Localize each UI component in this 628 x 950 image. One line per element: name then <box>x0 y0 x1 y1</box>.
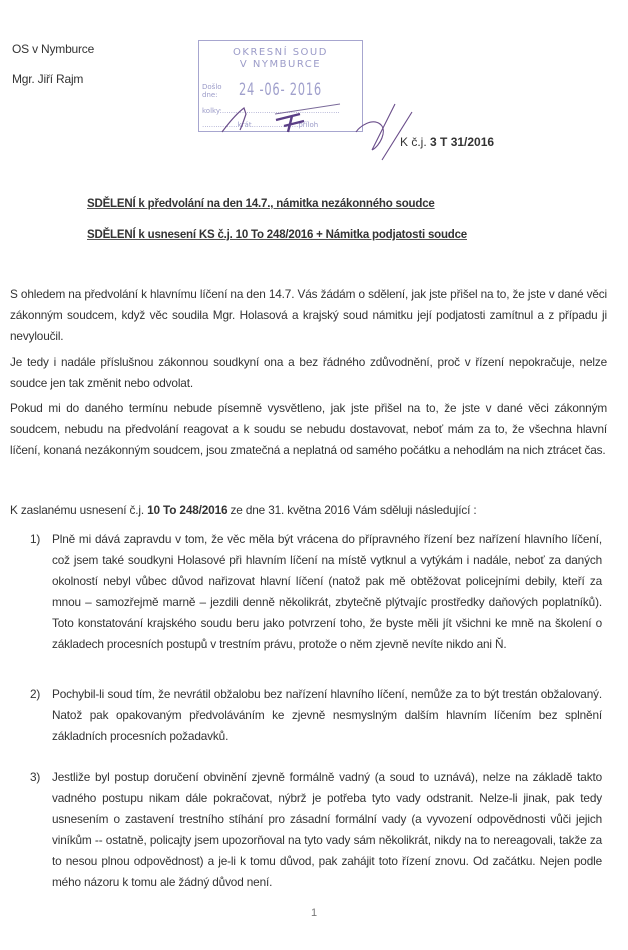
stamp-attachments-label: příloh <box>298 121 319 129</box>
intro-before: K zaslanému usnesení č.j. <box>10 503 148 517</box>
paragraph-1: S ohledem na předvolání k hlavnímu líčení na den 14.7. Vás žádám o sdělení, jak jste přišel na to, že jste v dané věci zákonným soudcem, když věc soudila Mgr. Holasová a krajský soud námitku její podjatosti zamítnul a z případu ji nevyloučil. <box>10 287 607 343</box>
signature-stroke-4 <box>356 104 412 160</box>
list-item-number: 1) <box>30 532 41 546</box>
list-item-text: Plně mi dává zapravdu v tom, že věc měla být vrácena do přípravného řízení bez nařízení hlavního líčení, což jsem také soudkyni Holasové při hlavním líčení na místě vytknul a vytýkám i nadále, neboť za daných okolností nebyl vůbec důvod nařizovat hlavní líčení (natož pak mě obtěžovat policejními debily, kteří za mnou – samozřejmě marně – jezdili denně několikrát, zbytečně plýtvajíc prostředky daňových poplatníků). Toto konstatování krajského soudu beru jako potvrzení toho, že byste měli jít všichni ke mně na školení o základech procesních postupů v trestním právu, protože o něm zjevně nevíte nikdo ani Ň. <box>52 532 602 651</box>
stamp-copies-row: ................krát.....................příloh <box>202 121 319 129</box>
page-number: 1 <box>310 907 318 919</box>
reference-label: K č.j. <box>400 135 427 149</box>
intro-after: ze dne 31. května 2016 Vám sděluji následující : <box>227 503 477 517</box>
stamp-stamps-row: kolky:..................................................... <box>202 107 340 115</box>
intro-case-number: 10 To 248/2016 <box>147 503 228 517</box>
subject-line-2: SDĚLENÍ k usnesení KS č.j. 10 To 248/2016 + Námitka podjatosti soudce <box>87 229 468 241</box>
paragraph-3: Pokud mi do daného termínu nebude písemně vysvětleno, jak jste přišel na to, že jste v dané věci zákonným soudcem, nebudu na předvolání reagovat a k soudu se nebudu dostavovat, neboť mám za to, že všechna hlavní líčení, konaná nezákonným soudcem, jsou zmatečná a neplatná od samého počátku a nehodlám na nich ztrácet čas. <box>10 401 607 457</box>
stamp-received-label-1: Došlo <box>202 83 222 91</box>
signature-stroke-2 <box>276 114 304 132</box>
signature-stroke-3 <box>275 104 340 114</box>
reference-number <box>400 135 494 149</box>
reference-value: 3 T 31/2016 <box>430 135 495 149</box>
stamp-court-line2: V NYMBURCE <box>239 59 322 70</box>
subject-line-1: SDĚLENÍ k předvolání na den 14.7., námitka nezákonného soudce <box>87 198 435 210</box>
list-item-text: Jestliže byl postup doručení obvinění zjevně formálně vadný (a soud to uznává), nelze na základě takto vadného postupu nikam dále pokračovat, nýbrž je potřeba tyto vady odstranit. Nelze-li jinak, pak tedy usnesením o zastavení trestního stíhání pro zásadní formální vady (a vyvození odpovědnosti vůči jejich viníkům -- ostatně, policajty jsem upozorňoval na tyto vady sám několikrát, nikdy na to nereagovali, takže za to nesou plnou odpovědnost) a je-li k tomu důvod, pak zahájit toto řízení znovu. Od začátku. Nejen podle mého názoru k tomu ale žádný důvod není. <box>52 770 602 889</box>
stamp-received-date: 24 -06- 2016 <box>239 80 322 100</box>
signature-stroke-1 <box>222 108 246 132</box>
list-item-number: 3) <box>30 770 41 784</box>
stamp-court-line1: OKRESNÍ SOUD <box>233 47 328 58</box>
stamp-copies-label: krát <box>237 121 252 129</box>
list-item-number: 2) <box>30 687 41 701</box>
recipient-court: OS v Nymburce <box>12 42 95 56</box>
intro-paragraph <box>10 500 607 521</box>
handwritten-signature-icon <box>0 0 628 170</box>
list-item-text: Pochybil-li soud tím, že nevrátil obžalobu bez nařízení hlavního líčení, nemůže za to být trestán obžalovaný. Natož pak opakovaným předvoláváním ke zjevně nesmyslným dalším hlavním líčením bez splnění základních procesních požadavků. <box>52 687 602 743</box>
stamp-received-label-2: dne: <box>202 91 218 99</box>
paragraph-2: Je tedy i nadále příslušnou zákonnou soudkyní ona a bez řádného zdůvodnění, proč v řízení nepokračuje, nelze soudce jen tak změnit nebo odvolat. <box>10 355 607 390</box>
stamp-stamps-label: kolky: <box>202 107 222 115</box>
recipient-judge: Mgr. Jiří Rajm <box>12 72 84 86</box>
